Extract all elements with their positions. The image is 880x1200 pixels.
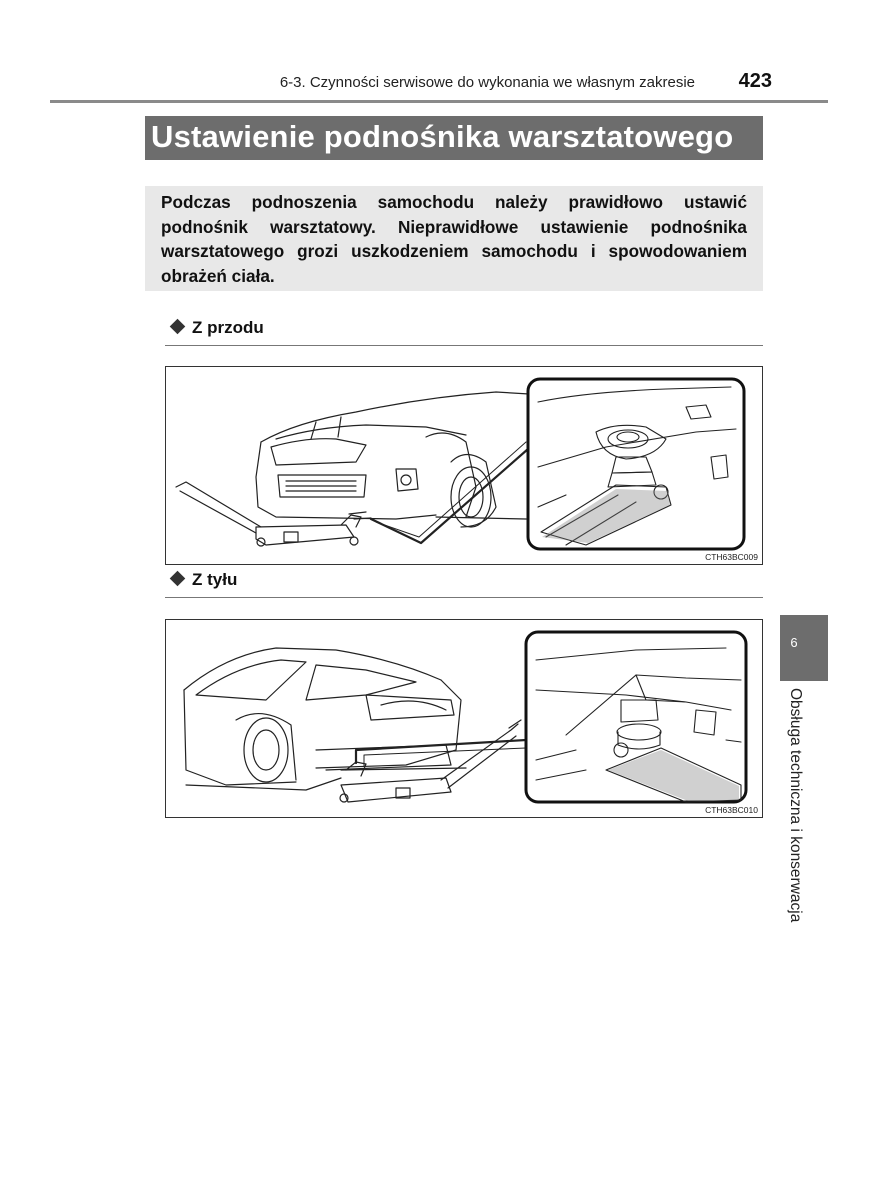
- section-heading-front: [172, 318, 264, 338]
- section-divider-front: [165, 345, 763, 346]
- warning-box: [145, 186, 763, 291]
- header-divider: [50, 100, 828, 103]
- figure-code-front: CTH63BC009: [705, 552, 758, 562]
- page-number: 423: [738, 70, 772, 92]
- page-title: Ustawienie podnośnika warsztatowego: [145, 116, 763, 160]
- header-section-title: 6-3. Czynności serwisowe do wykonania we własnym zakresie: [279, 74, 695, 91]
- diamond-bullet-icon: [170, 571, 186, 587]
- section-heading-rear: [172, 570, 237, 590]
- diamond-bullet-icon: [170, 319, 186, 335]
- front-jack-illustration: [166, 367, 763, 565]
- section-heading-front-text: Z przodu: [192, 318, 264, 337]
- section-divider-rear: [165, 597, 763, 598]
- rear-jack-illustration: [166, 620, 763, 818]
- chapter-number: 6: [790, 635, 798, 650]
- section-heading-rear-text: Z tyłu: [192, 570, 238, 589]
- chapter-label: Obsługa techniczna i konserwacja: [787, 688, 804, 923]
- chapter-tab: [780, 615, 828, 681]
- warning-text: Podczas podnoszenia samochodu należy prawidłowo ustawić podnośnik warsztatowy. Nieprawidłowe ustawienie podnośnika warsztatowego grozi uszkodzeniem samochodu i spowodowaniem obrażeń ciała.: [161, 192, 747, 286]
- figure-rear-jack: [165, 619, 763, 818]
- figure-front-jack: [165, 366, 763, 565]
- figure-code-rear: CTH63BC010: [705, 805, 758, 815]
